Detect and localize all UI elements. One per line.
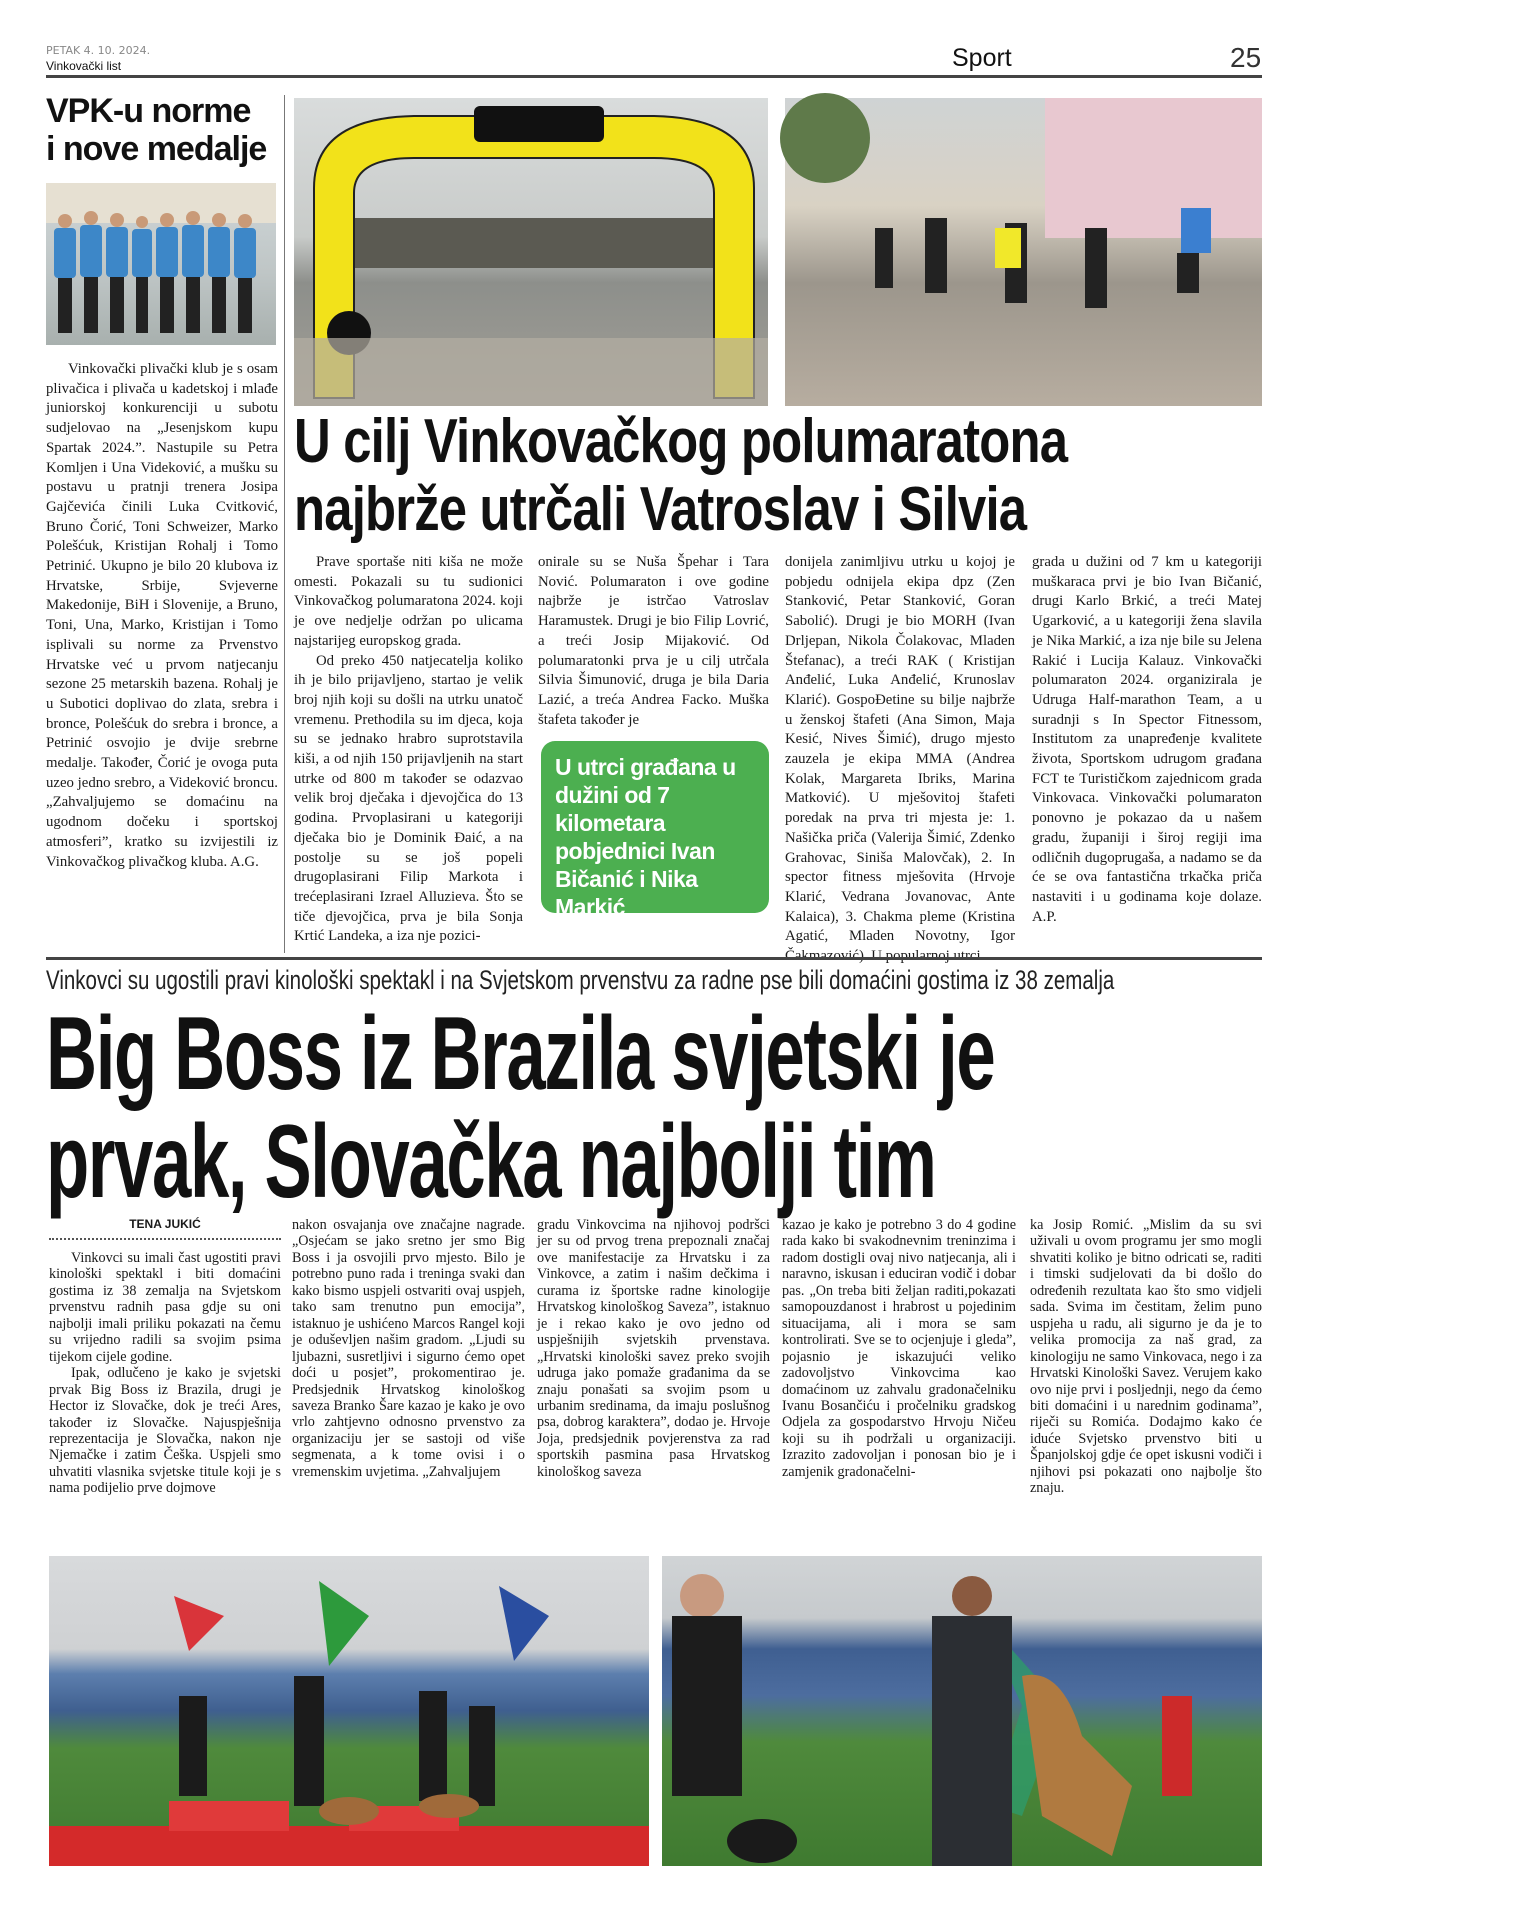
header-rule [46,75,1262,78]
swimmers-illustration [46,183,276,345]
paragraph: onirale su se Nuša Špehar i Tara Nović. Polumaraton i ove godine najbrže je istrčao Vatroslav Haramustek. Drugi je bio Filip Lovrić, a treći Josip Mijaković. Od polumaratonki prva je u cilj utrčala Silvia Šimunović, druga je bila Daria Lazić, a treća Andrea Facko. Muška štafeta također je [538,554,769,728]
headline-line: Big Boss iz Brazila svjetski je [46,996,995,1112]
marathon-column-2 [538,553,769,733]
paragraph: kazao je kako je potrebno 3 do 4 godine rada kako bi svakodnevnim treninzima i radom dostigli ovaj nivo natjecanja, ali i naravno, iskusan i educiran vodič i dobar pas. „On treba biti željan raditi,pokazati samopouzdanost i hrabrost u pojedinim situacijama, ali i mora se sam kontrolirati. Sve se to ocjenjuje i gleda”, pojasnio je iskazujući veliko zadovoljstvo Vinkovcima kao domaćinom uz zahvalu gradonačelniku Ivanu Bosančiću i pročelniku gradskog Odjela za gospodarstvo Hrvoju Ničeu koji su ih podržali u organizaciji. Izrazito zadovoljan i ponosan bio je i zamjenik gradonačelni- [782,1217,1016,1480]
paragraph: ka Josip Romić. „Mislim da su svi uživali u ovom programu jer smo mogli shvatiti koliko je bitno odricati se, raditi i timski sudjelovati da bi došlo do određenih rezultata kao što smo vidjeli sada. Svima im čestitam, želim puno uspjeha u radu, ali sigurno je da je to velika promocija za naš grad, za kinologiju ne samo Vinkovaca, nego i za Hrvatski Kinološki Savez. Verujem kako ovo nije prvi i posljednji, nego da ćemo biti domaćini i u narednim godinama”, riječi su Romića. Dodajmo kako će iduće Svjetsko prvenstvo biti u Španjolskoj gdje će opet iskusni vodiči i njihovi psi pokazati ono najbolje što znaju. [1030,1217,1262,1497]
paragraph: Od preko 450 natjecatelja koliko ih je bilo prijavljeno, startao je velik broj njih koji su došli na utrku unatoč vremenu. Prethodila su im djeca, koja su se jednako hrabro suprotstavila kiši, a od njih 150 prijavljenih na start utrke od 800 m također se odazvao velik broj dječaka i djevojčica do 13 godina. Prvoplasirani u kategoriji dječaka bio je Dominik Đaić, a na postolje su se još popeli drugoplasirani Filip Markota i trećeplasirani Izrael Alluzieva. Što se tiče djevojčica, prva je bila Sonja Krtić Landeka, a iza nje pozici- [294,652,523,945]
marathon-start-arch-photo [294,98,768,406]
runners-illustration [785,98,1262,406]
dog-article-subheadline: Vinkovci su ugostili pravi kinološki spektakl i na Svjetskom prvenstvu za radne pse bili domaćini gostima iz 38 zemalja [46,965,1115,995]
inflatable-arch-illustration [294,98,768,406]
marathon-headline [294,408,1524,544]
handler-with-dog-photo [662,1556,1262,1866]
paragraph: Vinkovački plivački klub je s osam plivačica i plivača u kadetskoj i mlađe juniorskoj konkurenciji u subotu sudjelovao na „Jesenjskom kupu Spartak 2024.”. Nastupile su Petra Komljen i Una Videković, a mušku su postavu u pratnji trenera Josipa Gajčevića činili Luka Cvitković, Bruno Čorić, Toni Schweizer, Marko Polešćuk, Kristijan Rohalj i Tomo Petrinić. Ukupno je bilo 20 klubova iz Hrvatske, Srbije, Svjeverne Makedonije, BiH i Slovenije, a Bruno, Toni, Una, Marko, Kristijan i Tomo isplivali su norme za Prvenstvo Hrvatske već u prvom natjecanju sezone 25 metarskih bazena. Rohalj je u Subotici doplivao do zlata, srebra i bronce, Polešćuk do srebra i bronce, a Petrinić osvojio je dvije srebrne medalje. Također, Čorić je ovoga puta uzeo jedno srebro, a Videković broncu. „Zahvaljujemo se domaćinu na ugodnom dočeku i sportskoj atmosferi”, kratko su izvijestili iz Vinkovačkog plivačkog kluba. A.G. [46,361,278,870]
paragraph: grada u dužini od 7 km u kategoriji muškaraca prvi je bio Ivan Bičanić, drugi Karlo Brkić, a treći Matej Ugarković, a u kategoriji žena slavila je Nika Markić, a iza nje bile su Jelena Rakić i Lucija Kalauz. Vinkovački polumaraton 2024. organizirala je Udruga Half-marathon Team, a u suradnji s In Spector Fitnessom, Institutom za unapređenje kvalitete života, Sportskom udrugom građana FCT te Turističkom zajednicom grada Vinkovaca. Vinkovački polumaraton ponovno je pokazao da u našem gradu, županiji i široj regiji ima odličnih dugoprugaša, a nadamo se da će se ova fantastična trkačka priča nastaviti i u godinama koje dolaze. A.P. [1032,554,1262,925]
author-byline: TENA JUKIĆ [129,1217,201,1231]
podium-ceremony-photo [49,1556,649,1866]
dog-column-2 [292,1217,525,1547]
column-divider [284,95,285,953]
headline-line: U cilj Vinkovačkog polumaratona [294,407,1068,476]
marathon-column-4 [1032,553,1262,953]
paragraph: donijela zanimljivu utrku u kojoj je pobjedu odnijela ekipa dpz (Zen Stanković, Petar Stanković, Goran Sabolić). Drugi je bio MORH (Ivan Drljepan, Nikola Čolakovac, Mladen Štefanac), a treći RAK ( Kristijan Anđelić, Luka Anđelić, Krunoslav Klarić). GospoĐetine su bilje najbrže u ženskoj štafeti (Ana Simon, Maja Kesić, Nives Šimić), drugo mjesto zauzela je ekipa MMA (Andrea Kolak, Margareta Ibriks, Marina Matković). U mješovitoj štafeti poredak na prva tri mjesta je: 1. Našička priča (Valerija Šimić, Zdenko Grahovac, Siniša Malovčak), 2. In spector fitness mješovita (Hrvoje Klarić, Vedrana Jovanovac, Ante Kalaica), 3. Chakma pleme (Kristina Agatić, Mladen Novotny, Igor [785,554,1015,945]
page-number: 25 [1230,42,1262,73]
byline-divider [49,1238,281,1240]
title-line: i nove medalje [46,130,267,168]
paragraph: Prave sportaše niti kiša ne može omesti. Pokazali su tu sudionici Vinkovačkog polumaratona 2024. koji je ove nedjelje održan po ulicama najstarijeg europskog grada. [294,554,523,649]
issue-date: PETAK 4. 10. 2024. [46,44,151,57]
dog-column-5 [1030,1217,1262,1547]
paragraph: nakon osvajanja ove značajne nagrade. „Osjećam se jako sretno jer smo Big Boss i ja osvojili prvo mjesto. Bilo je potrebno puno rada i treninga svaki dan kako bismo uspjeli ostvariti ovaj uspjeh, tako sam trenutno pun emocija”, istaknuo je ushićeno Marcos Rangel koji je oduševljen našim gradom. „Ljudi su ljubazni, susretljivi i sigurno ćemo opet doći u posjet”, prokomentirao je. Predsjednik Hrvatskog kinološkog saveza Branko Šare kazao je kako je ovo vrlo zahtjevno odnosno prvenstvo za organizaciju jer se sastoji od više segmenata, a k tome ovisi i o vremenskim uvjetima. „Zahvaljujem [292,1217,525,1480]
marathon-runners-photo [785,98,1262,406]
highlight-box: U utrci građana u dužini od 7 kilometara pobjednici Ivan Bičanić i Nika Markić [541,741,769,913]
paragraph: Vinkovci su imali čast ugostiti pravi kinološki spektakl i biti domaćini gostima iz 38 zemalja na Svjetskom prvenstvu radnih pasa gdje su oni najbolji imali priliku pokazati na čemu su vrijedno radili sa svojim psima tijekom cijele godine. [49,1250,281,1365]
dog-column-3 [537,1217,770,1547]
paragraph: Ipak, odlučeno je kako je svjetski prvak Big Boss iz Brazila, drugi je Hector iz Slovačke, dok je treći Ares, također iz Slovačke. Najuspješnija reprezentacija je Slovačka, nakon nje Njemačke i zatim Češka. Uspjeli smo uhvatiti vlasnika svjetske titule koji je s nama podijelio prve dojmove [49,1365,281,1497]
dog-handler-illustration [662,1556,1262,1866]
swim-article-title [46,92,282,168]
headline-line: najbrže utrčali Vatroslav i Silvia [294,475,1027,544]
section-title: Sport [952,44,1012,72]
dog-column-4 [782,1217,1016,1547]
newspaper-name: Vinkovački list [46,59,122,73]
marathon-column-1 [294,553,523,953]
paragraph: gradu Vinkovcima na njihovoj podršci jer su od prvog trena prepoznali značaj ove manifestacije za Hrvatsku i za Vinkovce, a zatim i našim dečkima i curama iz športske radne kinologije Hrvatskog kinološkog Saveza”, istaknuo je i rekao kako je ovo jedno od uspješnijih svjetskih prvenstava. „Hrvatski kinološki savez preko svojih udruga jako pomaže građanima da se znaju ponašati sa svojim psom u urbanim sredinama, da imaju poslušnog psa, dobrog karaktera”, dodao je. Hrvoje Joja, predsjednik povjerenstva za rad sportskih pasmina pasa Hrvatskog kinološkog saveza [537,1217,770,1480]
dog-column-1 [49,1250,281,1546]
headline-line: prvak, Slovačka najbolji tim [46,1104,936,1220]
marathon-column-3 [785,553,1015,953]
swim-article-body [46,360,278,952]
dog-article-headline [46,996,1270,1220]
swim-team-photo [46,183,276,345]
podium-illustration [49,1556,649,1866]
section-rule [46,957,1262,960]
title-line: VPK-u norme [46,92,251,130]
